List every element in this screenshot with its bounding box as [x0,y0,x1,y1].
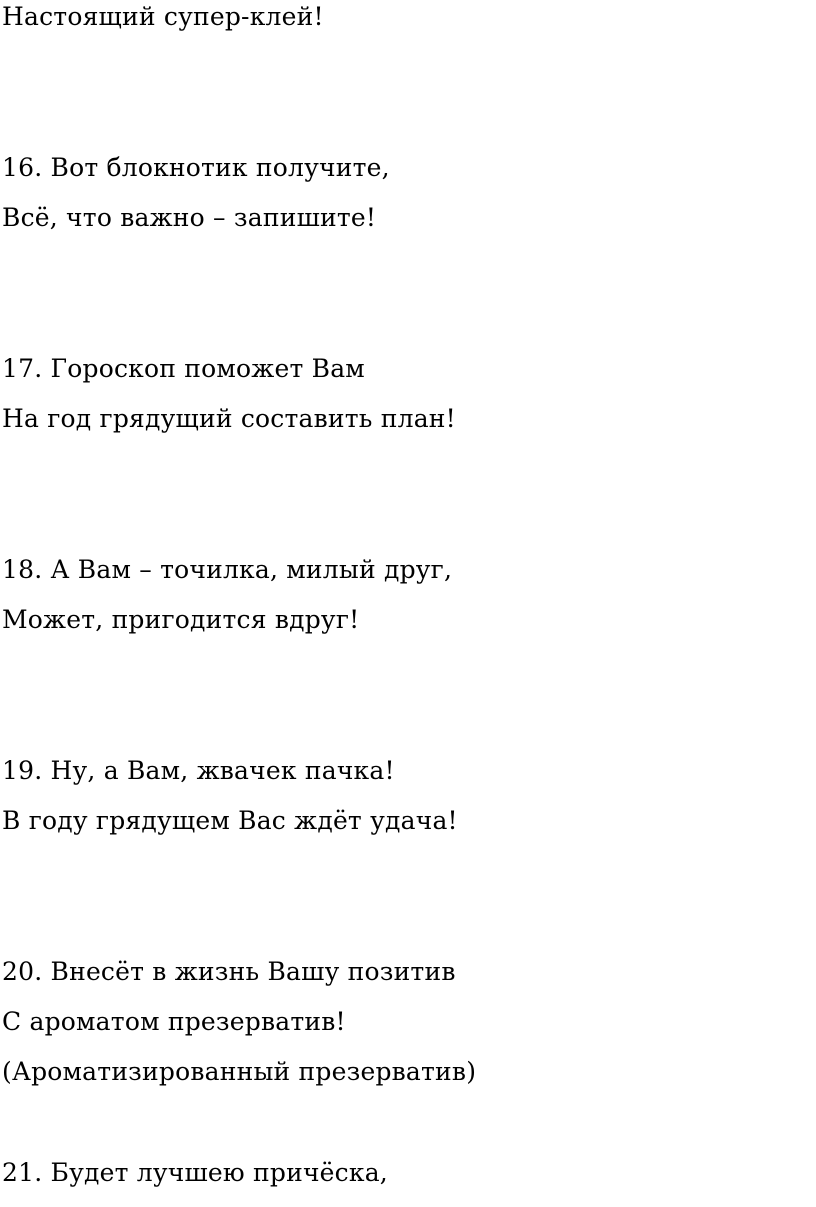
verse-19-line-2: В году грядущем Вас ждёт удача! [2,806,458,835]
verse-18-line-2: Может, пригодится вдруг! [2,605,360,634]
verse-16-line-2: Всё, что важно – запишите! [2,203,377,232]
verse-20-line-1: 20. Внесёт в жизнь Вашу позитив [2,957,456,986]
verse-18-line-1: 18. А Вам – точилка, милый друг, [2,555,453,584]
verse-17-line-2: На год грядущий составить план! [2,404,456,433]
verse-20-line-3: (Ароматизированный презерватив) [2,1057,477,1086]
verse-15-line-2: Настоящий супер-клей! [2,2,324,31]
verse-21-line-1: 21. Будет лучшею причёска, [2,1158,388,1187]
verse-20-line-2: С ароматом презерватив! [2,1007,346,1036]
verse-17-line-1: 17. Гороскоп поможет Вам [2,354,365,383]
verse-16-line-1: 16. Вот блокнотик получите, [2,153,390,182]
verse-19-line-1: 19. Ну, а Вам, жвачек пачка! [2,756,395,785]
